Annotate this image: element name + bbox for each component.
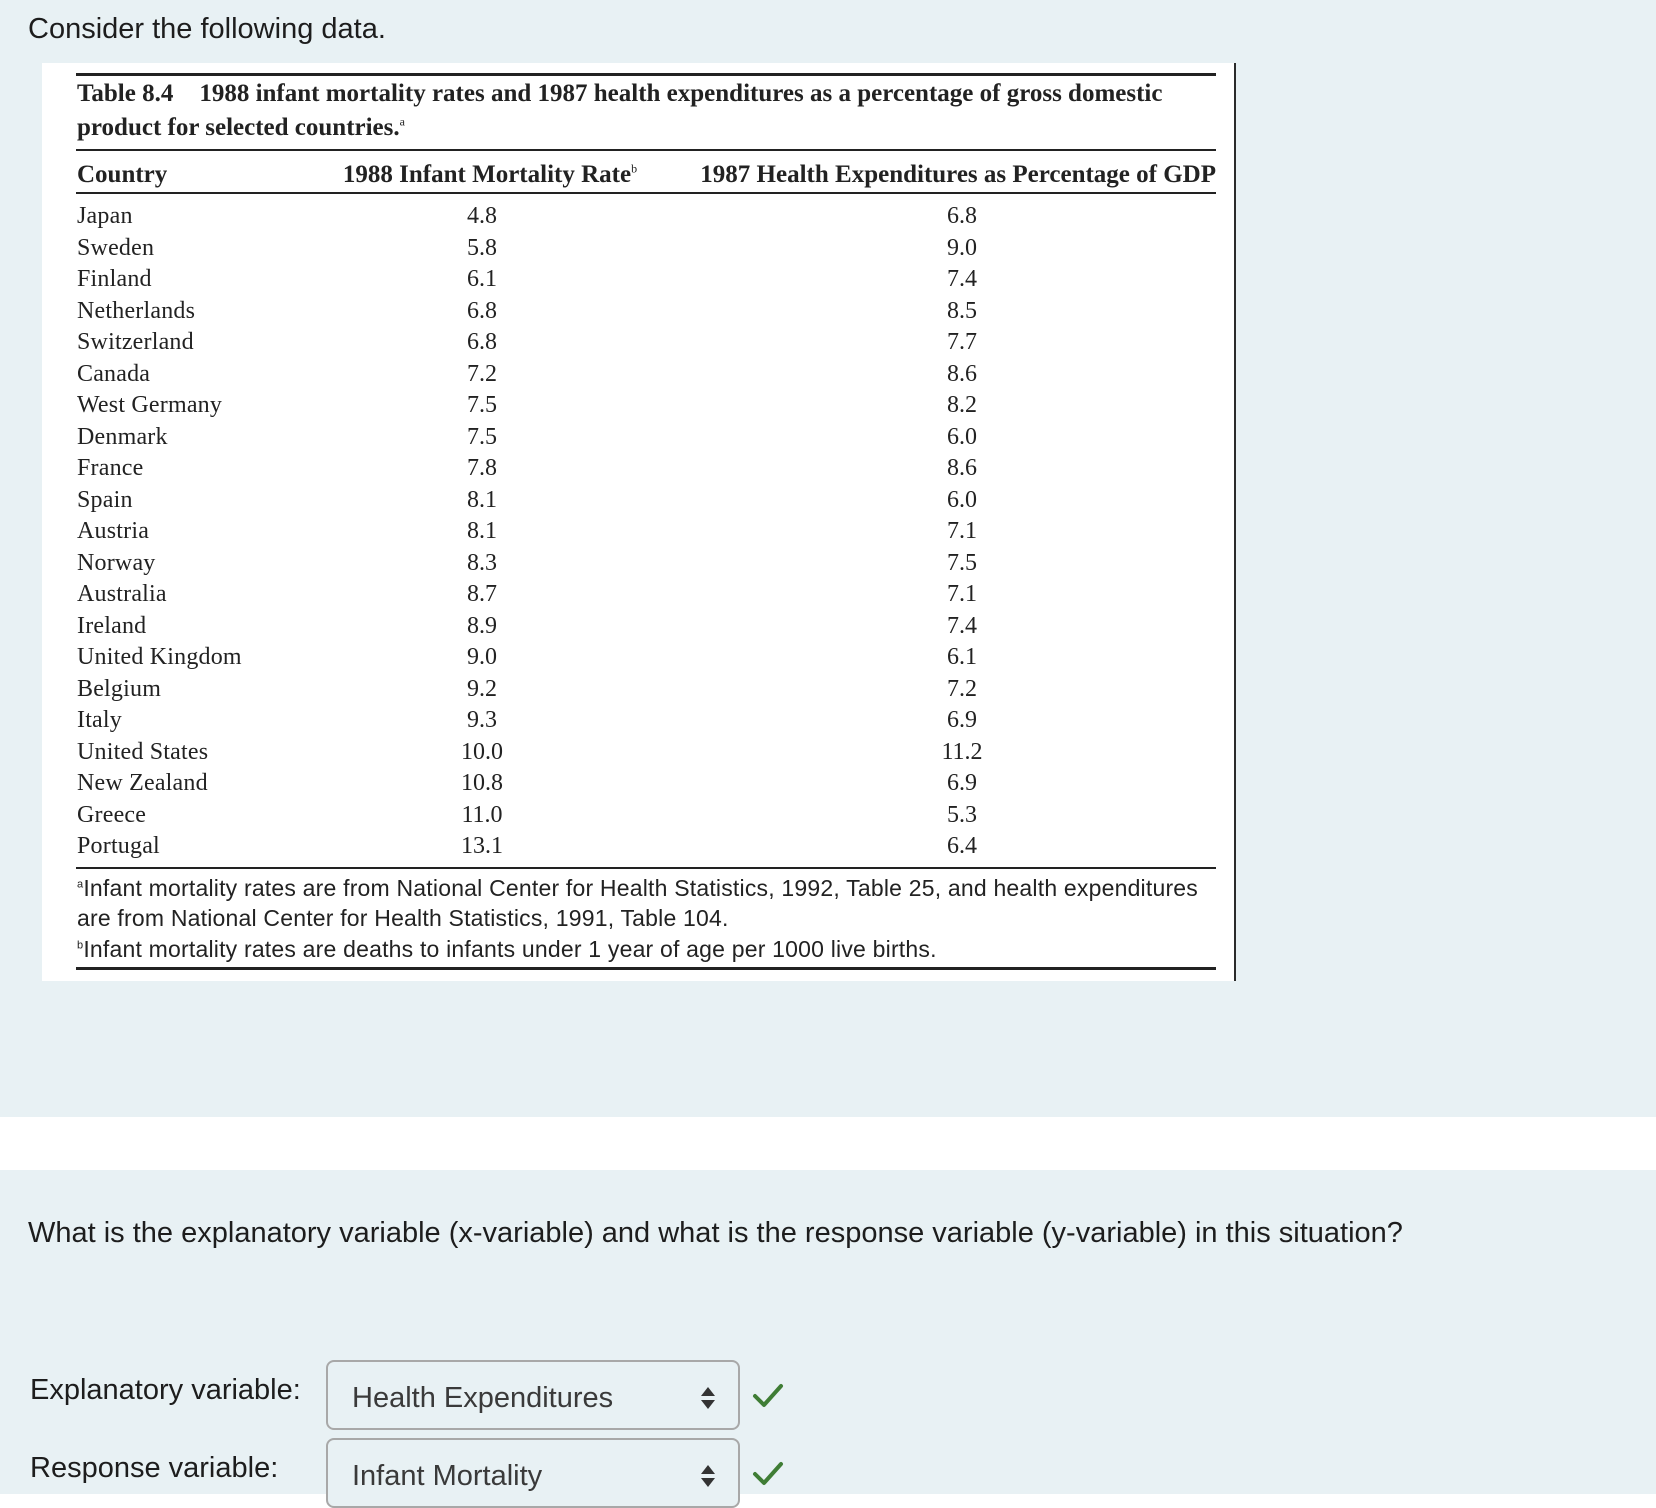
health-expenditure-cell: 6.0 [947, 486, 977, 513]
infant-mortality-cell: 8.1 [467, 486, 497, 513]
footnote-a-text: Infant mortality rates are from National Center for Health Statistics, 1992, Table 25, and health expenditures are from National Center for Health Statistics, 1991, Table 104. [77, 875, 1198, 931]
header-top-rule [76, 149, 1216, 151]
table-top-rule [76, 73, 1216, 76]
health-expenditure-cell: 7.7 [947, 329, 977, 355]
select-arrows-icon [700, 1462, 716, 1490]
table-row [42, 485, 1234, 517]
footnote-a [77, 873, 1217, 933]
country-cell: Japan [77, 203, 133, 229]
table-number: Table 8.4 [77, 80, 174, 107]
health-expenditure-cell: 6.4 [947, 833, 977, 859]
table-caption-text: 1988 infant mortality rates and 1987 health expenditures as a percentage of gross domestic product for selected countries. [77, 80, 1163, 141]
infant-mortality-cell: 6.1 [467, 266, 497, 292]
table-row [42, 642, 1234, 674]
infant-mortality-cell: 4.8 [467, 203, 497, 229]
table-row [42, 296, 1234, 328]
health-expenditure-cell: 6.8 [947, 203, 977, 229]
infant-mortality-cell: 8.7 [467, 581, 497, 607]
country-cell: United States [77, 738, 209, 765]
health-expenditure-cell: 7.1 [947, 518, 977, 544]
country-cell: Netherlands [77, 297, 196, 324]
country-cell: Ireland [77, 612, 147, 639]
table-row [42, 800, 1234, 832]
infant-mortality-cell: 8.3 [467, 549, 497, 576]
footnote-b-text: Infant mortality rates are deaths to infants under 1 year of age per 1000 live births. [83, 936, 937, 962]
country-cell: West Germany [77, 392, 223, 418]
header-bottom-rule [76, 192, 1216, 194]
table-row [42, 233, 1234, 265]
country-cell: United Kingdom [77, 644, 242, 670]
table-row [42, 390, 1234, 422]
response-select[interactable] [326, 1438, 740, 1508]
response-select-value: Infant Mortality [352, 1460, 543, 1492]
column-header-health-expenditures: 1987 Health Expenditures as Percentage of GDP [700, 161, 1216, 188]
table-row [42, 453, 1234, 485]
infant-mortality-cell: 13.1 [461, 833, 503, 859]
country-cell: Sweden [77, 234, 155, 261]
infant-mortality-cell: 5.8 [467, 234, 497, 261]
table-row [42, 327, 1234, 359]
table-row [42, 831, 1234, 863]
country-cell: Italy [77, 707, 122, 733]
health-expenditure-cell: 6.9 [947, 707, 977, 733]
health-expenditure-cell: 7.4 [947, 266, 977, 292]
health-expenditure-cell: 6.9 [947, 770, 977, 796]
table-row [42, 264, 1234, 296]
column-header-country: Country [77, 161, 168, 188]
health-expenditure-cell: 7.4 [947, 612, 977, 639]
table-row [42, 548, 1234, 580]
infant-mortality-cell: 7.5 [467, 392, 497, 418]
infant-mortality-cell: 7.5 [467, 423, 497, 450]
table-row [42, 705, 1234, 737]
health-expenditure-cell: 7.1 [947, 581, 977, 607]
health-expenditure-cell: 8.5 [947, 297, 977, 324]
column-header-infant-mortality [310, 158, 670, 192]
country-cell: Austria [77, 518, 150, 544]
country-cell: Finland [77, 266, 152, 292]
country-cell: Australia [77, 581, 167, 607]
country-cell: Norway [77, 549, 156, 576]
health-expenditure-cell: 9.0 [947, 234, 977, 261]
table-row [42, 516, 1234, 548]
infant-mortality-cell: 8.9 [467, 612, 497, 639]
infant-mortality-cell: 8.1 [467, 518, 497, 544]
infant-mortality-cell: 6.8 [467, 297, 497, 324]
table-caption [77, 77, 1207, 145]
explanatory-select-value: Health Expenditures [352, 1382, 614, 1414]
health-expenditure-cell: 5.3 [947, 801, 977, 828]
infant-mortality-cell: 10.8 [461, 770, 503, 796]
country-cell: Portugal [77, 833, 160, 859]
country-cell: Canada [77, 360, 151, 387]
table-row [42, 737, 1234, 769]
infant-mortality-cell: 10.0 [461, 738, 503, 765]
table-row [42, 768, 1234, 800]
table-row [42, 201, 1234, 233]
table-row [42, 422, 1234, 454]
country-cell: Switzerland [77, 329, 194, 355]
health-expenditure-cell: 7.2 [947, 675, 977, 702]
footnote-rule [76, 867, 1216, 869]
table-row [42, 359, 1234, 391]
health-expenditure-cell: 7.5 [947, 549, 977, 576]
table-row [42, 611, 1234, 643]
footnote-b [77, 934, 1217, 964]
country-cell: Belgium [77, 675, 162, 702]
health-expenditure-cell: 6.1 [947, 644, 977, 670]
column-header-imr-text: 1988 Infant Mortality Rate [342, 161, 632, 188]
infant-mortality-cell: 11.0 [461, 801, 503, 828]
health-expenditure-cell: 6.0 [947, 423, 977, 450]
response-label: Response variable: [30, 1452, 279, 1484]
infant-mortality-cell: 9.2 [467, 675, 497, 702]
infant-mortality-cell: 9.0 [467, 644, 497, 670]
infant-mortality-cell: 6.8 [467, 329, 497, 355]
country-cell: New Zealand [77, 770, 208, 796]
correct-check-icon [752, 1460, 784, 1488]
infant-mortality-cell: 9.3 [467, 707, 497, 733]
explanatory-select[interactable] [326, 1360, 740, 1430]
column-header-imr-marker: b [631, 161, 638, 176]
caption-footnote-marker: a [399, 114, 405, 129]
health-expenditure-cell: 8.6 [947, 360, 977, 387]
health-expenditure-cell: 8.2 [947, 392, 977, 418]
country-cell: Spain [77, 486, 133, 513]
infant-mortality-cell: 7.2 [467, 360, 497, 387]
table-row [42, 674, 1234, 706]
health-expenditure-cell: 8.6 [947, 455, 977, 481]
table-bottom-rule [76, 967, 1216, 970]
country-cell: Denmark [77, 423, 168, 450]
select-arrows-icon [700, 1384, 716, 1412]
intro-text: Consider the following data. [28, 13, 386, 45]
footnote-b-marker: b [77, 939, 84, 952]
table-row [42, 579, 1234, 611]
country-cell: Greece [77, 801, 147, 828]
correct-check-icon [752, 1382, 784, 1410]
explanatory-label: Explanatory variable: [30, 1374, 301, 1406]
footnote-a-marker: a [77, 878, 84, 891]
infant-mortality-cell: 7.8 [467, 455, 497, 481]
question-text: What is the explanatory variable (x-variable) and what is the response variable (y-variable) in this situation? [28, 1217, 1403, 1249]
country-cell: France [77, 455, 144, 481]
table-image [42, 63, 1236, 981]
health-expenditure-cell: 11.2 [941, 738, 983, 765]
